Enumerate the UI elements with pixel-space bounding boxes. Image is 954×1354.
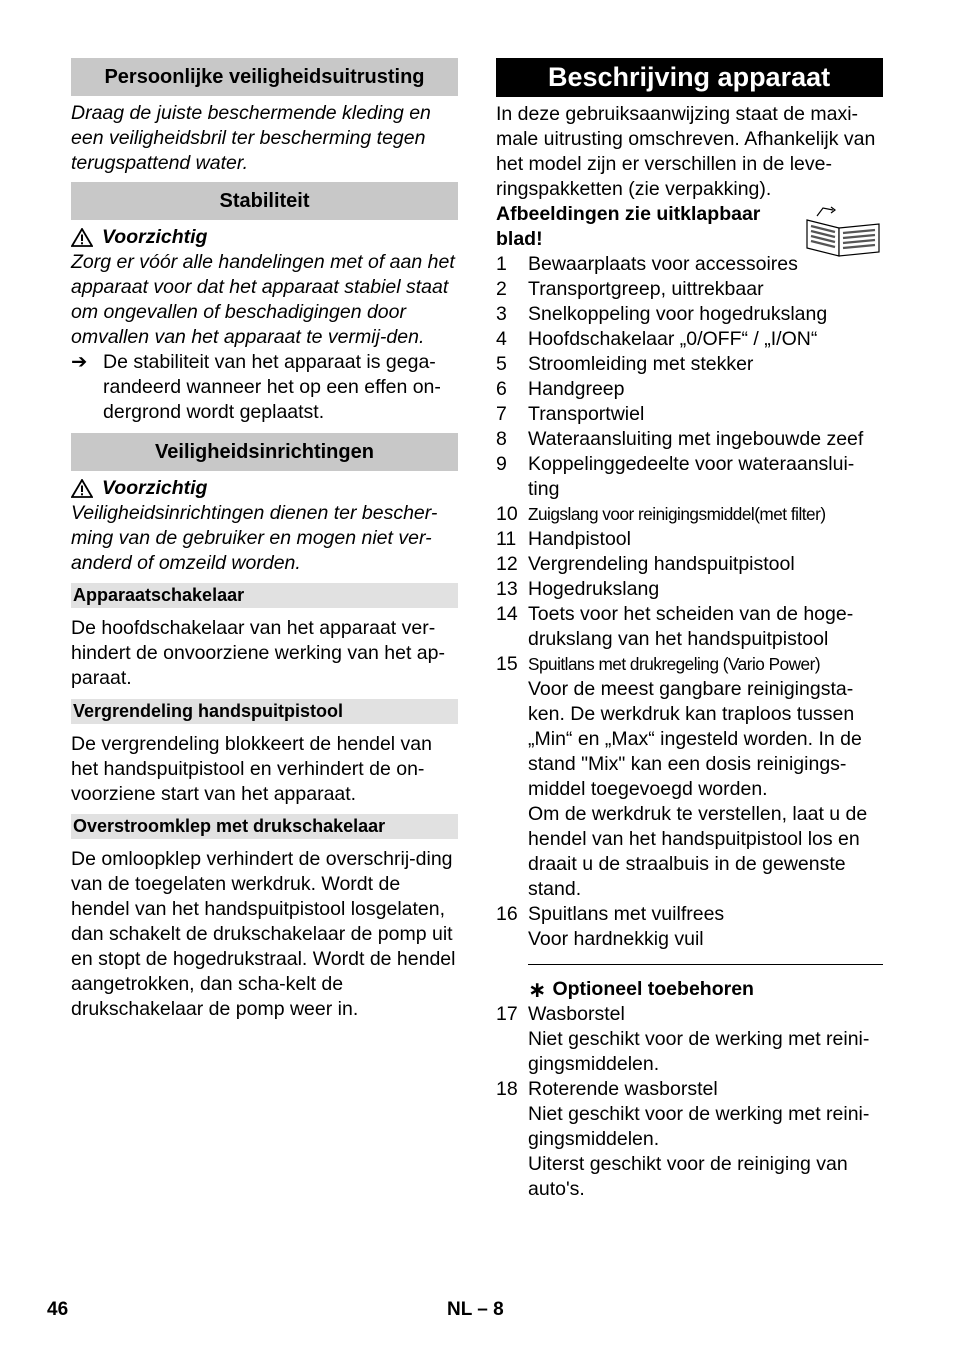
item-text [528,552,883,577]
list-item [496,402,883,427]
item-text [528,502,883,527]
item-number: 10 [496,503,518,525]
gun-lock-text: De vergrendeling blokkeert de hendel van het handspuitpistool en verhindert de on-voorziene start van het apparaat. [71,733,432,805]
item-title: Transportwiel [528,403,645,425]
item-number: 13 [496,578,518,600]
device-switch-text: De hoofdschakelaar van het apparaat ver-hindert de onvoorziene werking van het ap-paraat. [71,617,445,689]
item-title: Hogedrukslang [528,578,660,600]
list-item [496,377,883,402]
item-text [528,1002,883,1077]
item-number: 6 [496,378,507,400]
stability-text: Zorg er vóór alle handelingen met of aan het apparaat voor dat het apparaat stabiel staat om ongevallen of beschadigingen door omvallen van het apparaat te vermij-den. [71,251,455,348]
section-title-stability: Stabiliteit [71,182,458,220]
item-description: Om de werkdruk te verstellen, laat u de hendel van het handspuitpistool los en draait u de straalbuis in de gewenste stand. [528,803,868,900]
item-number: 15 [496,653,518,675]
list-item [496,452,883,502]
item-text [528,327,883,352]
item-title: Spuitlans met vuilfrees [528,903,725,925]
list-item [496,502,883,527]
stability-warning [71,225,458,250]
item-number: 7 [496,403,507,425]
item-number: 4 [496,328,507,350]
item-text [528,902,883,952]
personal-safety-text: Draag de juiste beschermende kleding en een veiligheidsbril ter bescherming tegen terugspattend water. [71,102,431,174]
item-title: Handpistool [528,528,631,550]
item-description: Niet geschikt voor de werking met reini-gingsmiddelen. [528,1103,870,1150]
item-text [528,277,883,302]
stability-warning-label: Voorzichtig [102,226,208,248]
item-title: Wasborstel [528,1003,625,1025]
list-item [496,602,883,652]
divider [528,964,883,965]
item-number: 16 [496,903,518,925]
language-page-label: NL – 8 [447,1299,504,1320]
item-title: Spuitlans met drukregeling (Vario Power) [528,654,821,674]
item-title: Hoofdschakelaar „0/OFF“ / „I/ON“ [528,328,818,350]
list-item [496,277,883,302]
section-title-safety-devices: Veiligheidsinrichtingen [71,433,458,471]
item-number: 18 [496,1078,518,1100]
item-number: 2 [496,278,507,300]
subsection-title-overflow-valve: Overstroomklep met drukschakelaar [71,814,458,839]
safety-devices-warning-label: Voorzichtig [102,477,208,499]
item-number: 8 [496,428,507,450]
item-title: Bewaarplaats voor accessoires [528,253,798,275]
item-text [528,427,883,452]
item-text [528,527,883,552]
list-item [496,527,883,552]
asterisk-icon: ∗ [528,977,547,1002]
item-number: 1 [496,253,507,275]
overflow-valve-text: De omloopklep verhindert de overschrij-ding van de toegelaten werkdruk. Wordt de hendel van het handspuitpistool losgelaten, dan schakelt de drukschakelaar de pomp uit en stopt de hogedrukstraal. Wordt de hendel aangetrokken, dan scha-kelt de drukschakelaar de pomp weer in. [71,848,456,1020]
list-item [496,1077,883,1202]
item-title: Roterende wasborstel [528,1078,718,1100]
intro-text: In deze gebruiksaanwijzing staat de maxi-male uitrusting omschreven. Afhankelijk van het model zijn er verschillen in de leve-ringspakketten (zie verpakking). [496,103,876,200]
item-text [528,377,883,402]
item-title: Handgreep [528,378,625,400]
list-item [496,552,883,577]
safety-devices-warning [71,476,458,501]
item-text [528,402,883,427]
right-column [496,58,883,1202]
item-text [528,302,883,327]
optional-accessories-text: Optioneel toebehoren [552,978,754,1000]
subsection-title-gun-lock: Vergrendeling handspuitpistool [71,699,458,724]
item-number: 14 [496,603,518,625]
subsection-title-device-switch: Apparaatschakelaar [71,583,458,608]
optional-parts-list [496,1002,883,1202]
item-description: Uiterst geschikt voor de reiniging van auto's. [528,1153,848,1200]
safety-devices-text: Veiligheidsinrichtingen dienen ter bescher-ming van de gebruiker en mogen niet ver-anderd of omzeild worden. [71,502,438,574]
item-text [528,652,883,902]
item-number: 5 [496,353,507,375]
optional-accessories-label [528,977,883,1002]
item-title: Vergrendeling handspuitpistool [528,553,795,575]
item-number: 3 [496,303,507,325]
list-item [496,427,883,452]
parts-list [496,252,883,952]
list-item [496,902,883,952]
item-number: 17 [496,1003,518,1025]
list-item [496,327,883,352]
warning-icon [71,479,93,498]
list-item [496,652,883,902]
item-number: 12 [496,553,518,575]
stability-instruction-text: De stabiliteit van het apparaat is gega-randeerd wanneer het op een effen on-dergrond wordt geplaatst. [103,351,441,423]
item-description: Niet geschikt voor de werking met reini-gingsmiddelen. [528,1028,870,1075]
item-title: Snelkoppeling voor hogedrukslang [528,303,828,325]
item-title: Toets voor het scheiden van de hoge-drukslang van het handspuitpistool [528,603,854,650]
stability-instruction [71,350,458,425]
item-number: 9 [496,453,507,475]
arrow-right-icon: ➔ [71,351,88,373]
left-column [71,58,458,1022]
foldout-book-icon [803,206,883,258]
item-description: Voor hardnekkig vuil [528,928,704,950]
item-description: Voor de meest gangbare reinigingsta-ken. De werkdruk kan traploos tussen „Min“ en „Max“ ingesteld worden. In de stand "Mix" kan een dosis reinigings-middel toegevoegd worden. [528,678,862,800]
foldout-note: Afbeeldingen zie uitklapbaar blad! [496,203,761,250]
item-number: 11 [496,528,517,550]
item-text [528,352,883,377]
list-item [496,577,883,602]
item-title: Transportgreep, uittrekbaar [528,278,764,300]
list-item [496,1002,883,1077]
list-item [496,302,883,327]
item-text [528,602,883,652]
item-title: Stroomleiding met stekker [528,353,754,375]
item-title: Zuigslang voor reinigingsmiddel(met filter) [528,504,826,524]
item-text [528,577,883,602]
list-item [496,352,883,377]
item-text [528,452,883,502]
item-text [528,1077,883,1202]
item-title: Koppelinggedeelte voor wateraanslui-ting [528,453,855,500]
page-number: 46 [47,1299,69,1320]
main-section-title: Beschrijving apparaat [496,58,883,97]
item-title: Wateraansluiting met ingebouwde zeef [528,428,864,450]
warning-icon [71,228,93,247]
section-title-personal-safety: Persoonlijke veiligheidsuitrusting [71,58,458,96]
